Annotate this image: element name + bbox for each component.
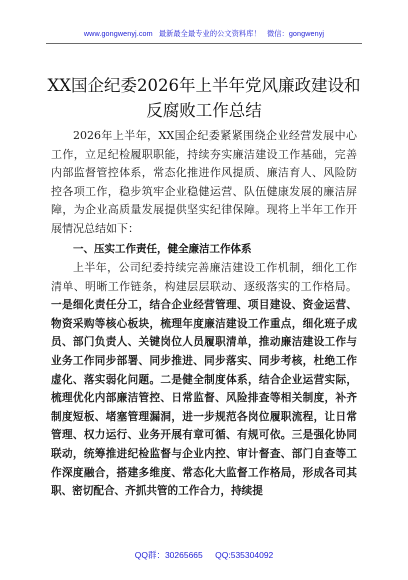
- footer-banner: [0, 549, 408, 561]
- header-banner: [48, 29, 360, 39]
- footer-qq-group: QQ群：30265665: [134, 550, 203, 560]
- section-1-paragraph: [51, 259, 357, 501]
- section-1-lead-text: 上半年，公司纪委持续完善廉洁建设工作机制，细化工作清单、明晰工作链条，构建层层联动、逐级落实的工作格局。: [51, 261, 357, 293]
- section-1-point-1: 一是细化责任分工，结合企业经营管理、项目建设、资金运营、物资采购等核心板块，梳理年度廉洁建设工作重点，细化班子成员、部门负责人、关键岗位人员履职清单，推动廉洁建设工作与业务工作同步部署、同步推进、同步落实、同步考核，杜绝工作虚化、落实弱化问题。: [51, 299, 357, 386]
- header-slogan: 最新最全最专业的公文资料库！: [158, 29, 261, 38]
- section-1-point-2: 二是健全制度体系，结合企业运营实际，梳理优化内部廉洁管控、日常监督、风险排查等相关制度，补齐制度短板、堵塞管理漏洞，进一步规范各岗位履职流程，让日常管理、权力运行、业务开展有章可循、有规可依。: [51, 373, 358, 442]
- section-heading-1: 一、压实工作责任，健全廉洁工作体系: [73, 243, 252, 255]
- footer-qq: QQ:535304092: [215, 550, 274, 560]
- section-1-point-3: 三是强化协同联动，统筹推进纪检监督与企业内控、审计督查、部门自查等工作深度融合，搭建多维度、常态化大监督工作格局，形成各司其职、密切配合、齐抓共管的工作合力，持续提: [51, 429, 358, 498]
- header-divider: [46, 43, 362, 44]
- header-wechat: 微信：gongwenyj: [266, 29, 325, 38]
- intro-paragraph: 2026年上半年，XX国企纪委紧紧围绕企业经营发展中心工作，立足纪检履职职能，持续夯实廉洁建设工作基础，完善内部监督管控体系，常态化推进作风提质、廉洁育人、风险防控各项工作，稳步筑牢企业稳健运营、队伍健康发展的廉洁屏障，为企业高质量发展提供坚实纪律保障。现将上半年工作开展情况总结如下：: [51, 129, 357, 235]
- header-website-link[interactable]: www.gongwenyj.com: [83, 29, 153, 38]
- document-title: XX国企纪委2026年上半年党风廉政建设和反腐败工作总结: [47, 76, 361, 120]
